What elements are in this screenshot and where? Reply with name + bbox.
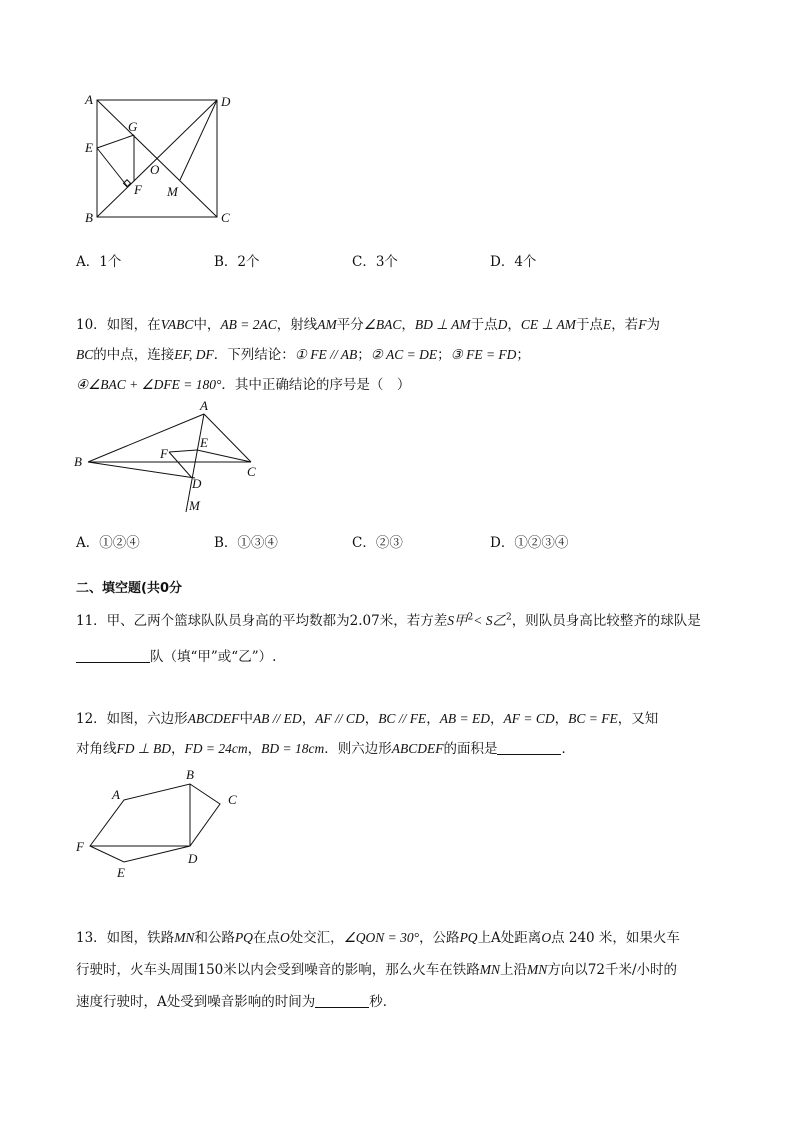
math: AB = 2AC xyxy=(220,317,277,332)
text: ，公路 xyxy=(419,930,460,946)
text: ， xyxy=(490,711,504,727)
text: 方向以72千米/小时的 xyxy=(547,962,678,978)
text: ． xyxy=(561,741,575,757)
q9-option-c[interactable]: C．3个 xyxy=(352,254,398,270)
text: 的面积是 xyxy=(443,741,498,757)
q10-label-a: A xyxy=(200,400,208,413)
q12-label-e: E xyxy=(117,865,125,880)
text: 13．如图，铁路 xyxy=(76,930,175,946)
text: ，则队员身高比较整齐的球队是 xyxy=(511,613,701,629)
text: 12．如图，六边形 xyxy=(76,711,188,727)
q10-line-3 xyxy=(76,373,410,393)
text: 点 240 米，如果火车 xyxy=(551,930,680,946)
math: MN xyxy=(527,962,548,977)
q11-answer-blank[interactable] xyxy=(76,648,150,663)
text: ， xyxy=(554,711,569,727)
q9-label-m: M xyxy=(167,184,178,199)
q10-figure xyxy=(70,400,270,516)
text: 的中点，连接 xyxy=(93,347,175,363)
conclusion-1: ① FE // AB xyxy=(294,347,358,362)
q12-label-c: C xyxy=(228,792,237,807)
math: ∠QON = 30° xyxy=(343,930,420,945)
text: ， xyxy=(507,317,521,333)
text: ．下列结论： xyxy=(213,347,295,363)
q9-label-b: B xyxy=(85,210,93,225)
text: 于点 xyxy=(575,317,603,333)
text: 在点 xyxy=(252,930,280,946)
text: 如图，在 xyxy=(106,317,161,333)
text: ； xyxy=(437,347,451,363)
sup: 2 xyxy=(505,612,512,623)
q12-line-1 xyxy=(76,707,658,727)
text: ， xyxy=(401,317,415,333)
q10-label-b: B xyxy=(74,454,82,469)
q12-label-d: D xyxy=(188,851,198,866)
text: ．则六边形 xyxy=(324,741,392,757)
math: ABCDEF xyxy=(391,741,444,756)
text: 秒． xyxy=(369,994,397,1010)
q9-option-b[interactable]: B．2个 xyxy=(214,254,260,270)
q10-option-a[interactable]: A．①②④ xyxy=(76,535,140,551)
q12-label-a: A xyxy=(112,787,120,802)
q9-label-d: D xyxy=(221,94,231,109)
variance-yi: S乙 xyxy=(485,613,506,628)
q13-line-2 xyxy=(76,958,677,978)
math: MN xyxy=(174,930,195,945)
math: F xyxy=(638,317,647,332)
q12-figure xyxy=(72,762,252,884)
q12-label-f: F xyxy=(76,839,84,854)
q10-option-c[interactable]: C．②③ xyxy=(352,535,403,551)
q12-answer-blank[interactable] xyxy=(497,740,561,755)
text: 于点 xyxy=(470,317,498,333)
text: 中， xyxy=(193,317,221,333)
text: ； xyxy=(516,347,530,363)
math: < xyxy=(473,613,486,628)
text: ， xyxy=(247,741,262,757)
conclusion-4: ④∠BAC + ∠DFE = 180° xyxy=(76,377,222,392)
text: 速度行驶时，A处受到噪音影响的时间为 xyxy=(76,994,316,1010)
q11-line-1 xyxy=(76,609,701,629)
math: MN xyxy=(479,962,501,977)
q10-option-d[interactable]: D．①②③④ xyxy=(490,535,569,551)
text: 行驶时，火车头周围150米以内会受到噪音的影响，那么火车在铁路 xyxy=(76,962,480,978)
q9-label-e: E xyxy=(85,140,93,155)
q9-label-a: A xyxy=(85,92,93,107)
math: FD = 24cm xyxy=(184,741,248,756)
text: ，射线 xyxy=(276,317,318,333)
text: 队（填“甲”或“乙”）. xyxy=(150,649,277,665)
math: ∠BAC xyxy=(363,317,402,332)
q13-line-3 xyxy=(76,990,396,1010)
math: E xyxy=(602,317,612,332)
q10-line-2 xyxy=(76,343,530,363)
q10-option-b[interactable]: B．①③④ xyxy=(214,535,278,551)
q10-label-f: F xyxy=(160,446,168,461)
math: BD ⊥ AM xyxy=(414,317,471,332)
text: 对角线 xyxy=(76,741,117,757)
math: BD = 18cm xyxy=(261,741,325,756)
sup: 2 xyxy=(467,612,474,623)
q10-label-c: C xyxy=(247,464,256,479)
math: AM xyxy=(317,317,337,332)
q9-label-g: G xyxy=(128,119,138,134)
q10-label-e: E xyxy=(200,435,208,450)
math: BC // FE xyxy=(378,711,427,726)
q9-label-o: O xyxy=(150,162,160,177)
text: ； xyxy=(357,347,371,363)
text: 上沿 xyxy=(500,962,528,978)
text: ， xyxy=(301,711,316,727)
q9-label-f: F xyxy=(134,182,142,197)
q13-answer-blank[interactable] xyxy=(315,993,369,1008)
math: BC xyxy=(76,347,94,362)
q9-option-a[interactable]: A．1个 xyxy=(76,254,122,270)
q12-line-2 xyxy=(76,737,575,757)
q9-label-c: C xyxy=(221,210,230,225)
q10-line-1 xyxy=(76,313,660,333)
text: 上A处距离 xyxy=(477,930,542,946)
math: ABCDEF xyxy=(187,711,240,726)
conclusion-3: ③ FE = FD xyxy=(450,347,517,362)
math: CE ⊥ AM xyxy=(520,317,576,332)
text: ，若 xyxy=(611,317,639,333)
text: 为 xyxy=(646,317,660,333)
math: PQ xyxy=(459,930,478,945)
math: VABC xyxy=(160,317,194,332)
text: 平分 xyxy=(336,317,364,333)
math: FD ⊥ BD xyxy=(116,741,172,756)
section-header-fill-blank: 二、填空题(共0分 xyxy=(76,581,182,596)
text: 中 xyxy=(239,711,253,727)
text: ．其中正确结论的序号是（ ） xyxy=(221,377,411,393)
math: AB // ED xyxy=(252,711,302,726)
text: ， xyxy=(171,741,185,757)
q10-label-m: M xyxy=(189,498,200,513)
q11-line-2 xyxy=(76,645,276,665)
q9-option-d[interactable]: D．4个 xyxy=(490,254,537,270)
math: AF // CD xyxy=(315,711,365,726)
text: ， xyxy=(426,711,440,727)
q10-number: 10． xyxy=(76,317,107,333)
text: ，又知 xyxy=(617,711,659,727)
q13-line-1 xyxy=(76,926,680,946)
text: 和公路 xyxy=(194,930,235,946)
math: EF, DF xyxy=(174,347,214,362)
q10-label-d: D xyxy=(192,476,202,491)
conclusion-2: ② AC = DE xyxy=(370,347,438,362)
q12-label-b: B xyxy=(186,767,194,782)
math: O xyxy=(279,930,290,945)
math: BC = FE xyxy=(568,711,618,726)
math: AF = CD xyxy=(503,711,555,726)
math: D xyxy=(497,317,508,332)
variance-jia: S甲 xyxy=(447,613,468,628)
text: 处交汇， xyxy=(289,930,344,946)
math: AB = ED xyxy=(439,711,491,726)
math: PQ xyxy=(234,930,253,945)
q9-figure xyxy=(80,88,240,230)
text: 11．甲、乙两个篮球队队员身高的平均数都为2.07米，若方差 xyxy=(76,613,448,629)
math: O xyxy=(541,930,552,945)
text: ， xyxy=(364,711,379,727)
